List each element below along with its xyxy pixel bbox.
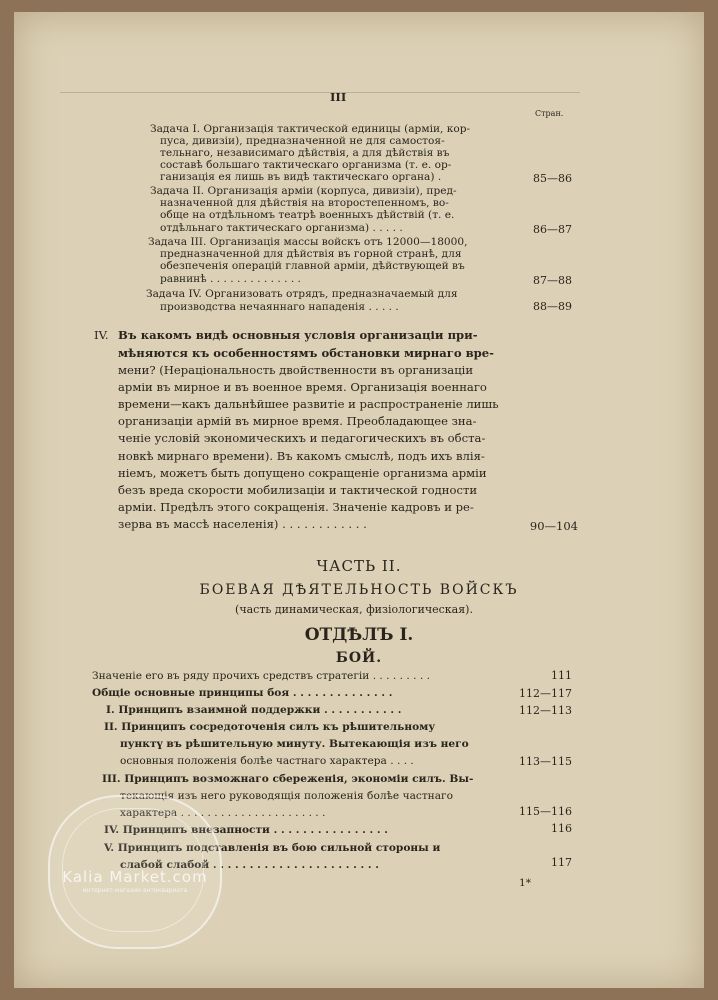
- entry-4-line-3: основныя положенія болѣе частнаго характера . . . .: [120, 755, 414, 767]
- entry-3: I. Принципъ взаимной поддержки . . . . . . . . . . .: [106, 704, 402, 716]
- entry-3-pages: 112—113: [519, 704, 572, 717]
- entry-7-pages: 117: [551, 856, 572, 869]
- task-2-line-3: обще на отдѣльномъ театрѣ военныхъ дѣйствій (т. е.: [160, 209, 455, 221]
- section-4-line-10: безъ вреда скорости мобилизаціи и тактической годности: [118, 483, 478, 497]
- part-subtitle: БОЕВАЯ ДѢЯТЕЛЬНОСТЬ ВОЙСКЪ: [199, 582, 519, 598]
- page-number-roman: III: [330, 90, 347, 104]
- task-3-line-3: обезпеченія операцій главной арміи, дѣйствующей въ: [160, 260, 465, 272]
- task-2-line-1: Задача II. Организація арміи (корпуса, дивизіи), пред-: [150, 185, 457, 197]
- section-4-line-7: ченіе условій экономическихъ и педагогическихъ въ обста-: [118, 431, 486, 445]
- entry-6: IV. Принципъ внезапности . . . . . . . . . . . . . . . .: [104, 824, 388, 836]
- entry-4-line-2: пунктү въ рѣшительную минуту. Вытекающія изъ него: [120, 738, 469, 750]
- section-4-numeral: IV.: [94, 328, 109, 342]
- entry-2: Общіе основные принципы боя . . . . . . . . . . . . . .: [92, 687, 393, 699]
- task-4-line-2: производства нечаяннаго нападенія . . . . .: [160, 301, 399, 313]
- otdel-title: ОТДѢЛЪ I.: [304, 625, 414, 645]
- task-1-line-1: Задача I. Организація тактической единицы (арміи, кор-: [150, 123, 471, 135]
- entry-6-pages: 116: [551, 822, 572, 835]
- watermark-tagline: интернет-магазин антиквариата: [82, 887, 188, 894]
- section-4-line-12: зерва въ массѣ населенія) . . . . . . . . . . . .: [118, 517, 367, 531]
- section-4-line-2: мѣняются къ особенностямъ обстановки мирнаго вре-: [118, 346, 494, 360]
- task-2-line-2: назначенной для дѣйствія на второстепенномъ, во-: [160, 197, 449, 209]
- task-4-line-1: Задача IV. Организовать отрядъ, предназначаемый для: [146, 288, 458, 300]
- task-2-pages: 86—87: [533, 223, 572, 236]
- task-3-line-1: Задача III. Организація массы войскъ отъ 12000—18000,: [148, 236, 468, 248]
- section-4-line-1: Въ какомъ видѣ основныя условія организаціи при-: [118, 328, 478, 342]
- task-1-line-4: составѣ большаго тактическаго организма (т. е. ор-: [160, 159, 452, 171]
- otdel-subtitle: БОЙ.: [335, 650, 383, 666]
- task-2-line-4: отдѣльнаго тактическаго организма) . . . . .: [160, 222, 403, 234]
- section-4-line-11: арміи. Предѣлъ этого сокращенія. Значеніе кадровъ и ре-: [118, 500, 474, 514]
- task-1-line-3: тельнаго, независимаго дѣйствія, а для дѣйствія въ: [160, 147, 450, 159]
- task-4-pages: 88—89: [533, 300, 572, 313]
- section-4-line-3: мени? (Нераціональность двойственности въ организаціи: [118, 363, 474, 377]
- section-4-line-9: ніемъ, можетъ быть допущено сокращеніе организма арміи: [118, 466, 487, 480]
- task-3-line-4: равнинѣ . . . . . . . . . . . . . .: [160, 273, 301, 285]
- entry-1-pages: 111: [551, 669, 572, 682]
- entry-5-line-3: характера . . . . . . . . . . . . . . . . . . . . . .: [120, 807, 326, 819]
- part-note: (часть динамическая, физіологическая).: [235, 603, 473, 616]
- entry-5-pages: 115—116: [519, 805, 572, 818]
- section-4-line-8: новкѣ мирнаго времени). Въ какомъ смыслѣ, подъ ихъ влія-: [118, 449, 485, 463]
- signature-mark: 1*: [519, 877, 532, 889]
- header-rule: [60, 92, 580, 93]
- entry-1: Значеніе его въ ряду прочихъ средствъ стратегіи . . . . . . . . .: [92, 670, 430, 682]
- part-title: ЧАСТЬ II.: [316, 557, 402, 575]
- entry-2-pages: 112—117: [519, 687, 572, 700]
- entry-7-line-1: V. Принципъ подставленія въ бою сильной стороны и: [104, 842, 441, 854]
- section-4-pages: 90—104: [529, 519, 578, 533]
- section-4-line-5: времени—какъ дальнѣйшее развитіе и распространеніе лишь: [118, 397, 499, 411]
- pages-column-label: Стран.: [535, 109, 564, 118]
- task-3-pages: 87—88: [533, 274, 572, 287]
- task-3-line-2: предназначенной для дѣйствія въ горной странѣ, для: [160, 248, 462, 260]
- watermark-text: Kalia Market.com: [62, 868, 208, 886]
- entry-7-line-2: слабой слабой . . . . . . . . . . . . . . . . . . . . . . .: [120, 859, 379, 871]
- task-1-line-2: пуса, дивизіи), предназначенной не для самостоя-: [160, 135, 445, 147]
- entry-4-pages: 113—115: [519, 755, 572, 768]
- entry-5-line-1: III. Принципъ возможнаго сбереженія, экономіи силъ. Вы-: [102, 773, 474, 785]
- entry-4-line-1: II. Принципъ сосредоточенія силъ къ рѣшительному: [104, 721, 436, 733]
- entry-5-line-2: текающія изъ него руководящія положенія болѣе частнаго: [120, 790, 453, 802]
- task-1-line-5: ганизація ея лишь въ видѣ тактическаго органа) .: [160, 171, 442, 183]
- task-1-pages: 85—86: [533, 172, 572, 185]
- section-4-line-6: организаціи армій въ мирное время. Преобладающее зна-: [118, 414, 477, 428]
- section-4-line-4: арміи въ мирное и въ военное время. Организація военнаго: [118, 380, 487, 394]
